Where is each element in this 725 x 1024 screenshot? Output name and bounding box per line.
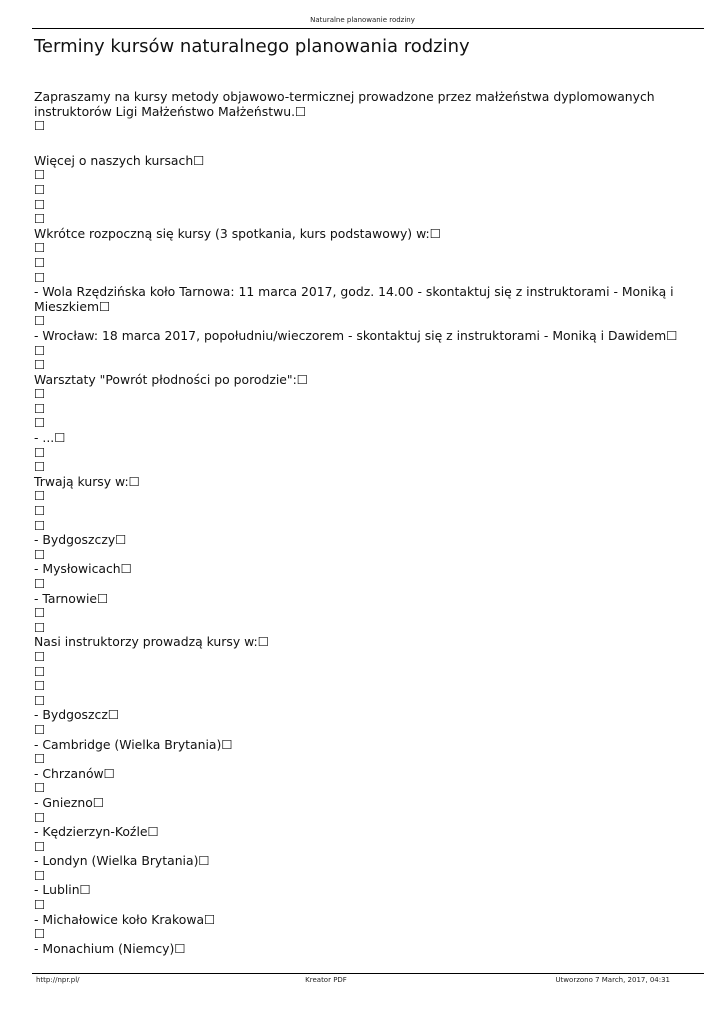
placeholder-box: ☐	[34, 118, 46, 134]
instructor-city-item: - Michałowice koło Krakowa☐	[34, 911, 216, 927]
placeholder-box: ☐	[34, 648, 46, 664]
placeholder-box: ☐	[34, 415, 46, 431]
placeholder-box: ☐	[34, 313, 46, 329]
article-body	[34, 90, 694, 956]
placeholder-box: ☐	[34, 444, 46, 460]
placeholder-box: ☐	[34, 254, 46, 270]
placeholder-box: ☐	[34, 357, 46, 373]
instructor-city-item: - Kędzierzyn-Koźle☐	[34, 824, 159, 840]
placeholder-box: ☐	[34, 386, 46, 402]
ongoing-course-item: - Mysłowicach☐	[34, 561, 132, 577]
placeholder-box: ☐	[34, 605, 46, 621]
placeholder-box: ☐	[34, 721, 46, 737]
placeholder-box: ☐	[34, 400, 46, 416]
workshop-item: - ...☐	[34, 430, 66, 446]
placeholder-box: ☐	[34, 546, 46, 562]
placeholder-box: ☐	[34, 503, 46, 519]
placeholder-box: ☐	[34, 342, 46, 358]
instructor-city-item: - Chrzanów☐	[34, 765, 115, 781]
footer-url[interactable]: http://npr.pl/	[36, 976, 80, 984]
placeholder-box: ☐	[34, 809, 46, 825]
instructor-city-item: - Cambridge (Wielka Brytania)☐	[34, 736, 233, 752]
instructors-heading: Nasi instruktorzy prowadzą kursy w:☐	[34, 634, 269, 650]
placeholder-box: ☐	[34, 517, 46, 533]
placeholder-box: ☐	[34, 240, 46, 256]
ongoing-course-item: - Tarnowie☐	[34, 590, 109, 606]
placeholder-box: ☐	[34, 576, 46, 591]
placeholder-box: ☐	[34, 926, 46, 942]
instructor-city-item: - Monachium (Niemcy)☐	[34, 940, 186, 956]
header-rule	[32, 28, 704, 29]
placeholder-box: ☐	[34, 181, 46, 197]
upcoming-course-item: - Wrocław: 18 marca 2017, popołudniu/wieczorem - skontaktuj się z instruktorami - Moniką i Dawidem☐	[34, 327, 678, 343]
placeholder-box: ☐	[34, 269, 46, 285]
upcoming-courses-heading: Wkrótce rozpoczną się kursy (3 spotkania, kurs podstawowy) w:☐	[34, 225, 441, 241]
more-about-courses-link[interactable]: Więcej o naszych kursach☐	[34, 152, 205, 168]
placeholder-box: ☐	[34, 663, 46, 679]
placeholder-box: ☐	[34, 692, 46, 708]
placeholder-box: ☐	[34, 780, 46, 796]
footer-rule	[32, 973, 704, 974]
placeholder-box: ☐	[34, 867, 46, 883]
placeholder-box: ☐	[34, 211, 46, 227]
placeholder-box: ☐	[34, 897, 46, 913]
instructor-city-item: - Londyn (Wielka Brytania)☐	[34, 853, 210, 869]
ongoing-courses-heading: Trwają kursy w:☐	[34, 473, 140, 489]
instructor-city-item: - Bydgoszcz☐	[34, 707, 119, 723]
placeholder-box: ☐	[34, 488, 46, 504]
intro-paragraph: Zapraszamy na kursy metody objawowo-termicznej prowadzone przez małżeństwa dyplomowanych instruktorów Ligi Małżeństwo Małżeństwu.☐	[34, 89, 655, 119]
upcoming-course-item: - Wola Rzędzińska koło Tarnowa: 11 marca 2017, godz. 14.00 - skontaktuj się z instruktorami - Moniką i Mieszkiem☐	[34, 284, 674, 314]
instructor-city-item: - Gniezno☐	[34, 794, 104, 810]
placeholder-box: ☐	[34, 678, 46, 694]
footer-generator: Kreator PDF	[305, 976, 347, 984]
placeholder-box: ☐	[34, 619, 46, 635]
placeholder-box: ☐	[34, 751, 46, 767]
placeholder-box: ☐	[34, 459, 46, 475]
placeholder-box: ☐	[34, 167, 46, 183]
instructor-city-item: - Lublin☐	[34, 882, 91, 898]
footer-created-date: Utworzono 7 March, 2017, 04:31	[555, 976, 670, 984]
running-header: Naturalne planowanie rodziny	[310, 16, 415, 24]
placeholder-box: ☐	[34, 838, 46, 854]
page-title: Terminy kursów naturalnego planowania rodziny	[34, 36, 470, 57]
placeholder-box: ☐	[34, 196, 46, 212]
ongoing-course-item: - Bydgoszczy☐	[34, 532, 127, 548]
workshops-heading: Warsztaty "Powrót płodności po porodzie":☐	[34, 371, 308, 387]
